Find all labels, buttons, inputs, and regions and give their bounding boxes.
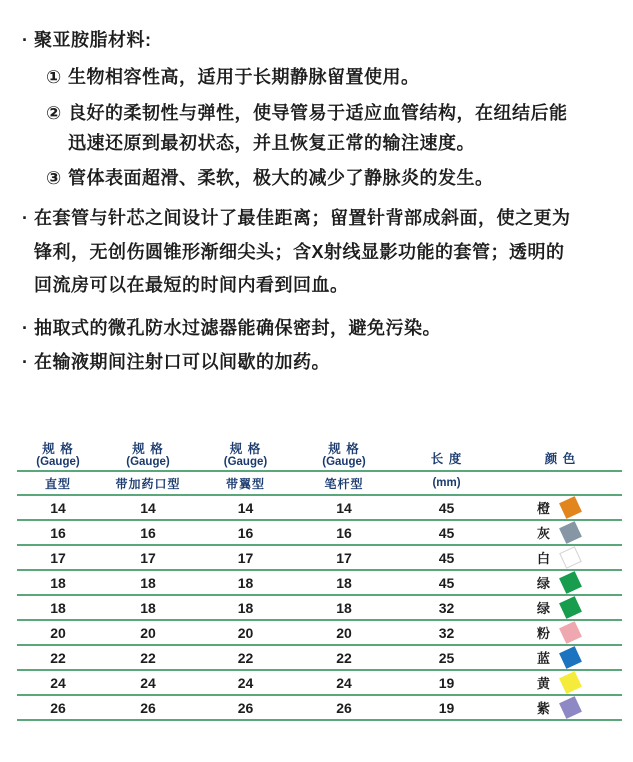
header-gauge-pen	[294, 437, 394, 470]
header-gauge-winged	[197, 437, 294, 470]
intro-line	[22, 29, 152, 51]
gauge-straight-value: 18	[50, 574, 66, 591]
header-title: 规 格	[132, 442, 164, 456]
gauge-pen-value: 18	[336, 599, 352, 616]
gauge-winged-value: 24	[237, 674, 254, 691]
gauge-winged-value: 16	[237, 524, 254, 541]
table-row	[17, 621, 622, 646]
gauge-winged-value: 18	[237, 599, 254, 616]
intro-text: 良好的柔韧性与弹性，使导管易于适应血管结构，在纽结后能	[68, 103, 568, 123]
gauge-pen-value: 24	[336, 674, 352, 691]
length-value: 45	[438, 524, 455, 541]
circled-number-icon: ①	[46, 67, 62, 87]
header-color	[499, 437, 622, 470]
gauge-straight-value: 20	[50, 624, 66, 641]
gauge-pen-value: 22	[336, 649, 352, 666]
table-row	[17, 696, 622, 721]
gauge-pen-value: 26	[336, 699, 352, 716]
subheader-label: 带加药口型	[115, 476, 181, 491]
intro-line	[68, 132, 475, 154]
table-row	[17, 546, 622, 571]
intro-text: 回流房可以在最短的时间内看到回血。	[34, 275, 349, 295]
gauge-pen-value: 18	[336, 574, 352, 591]
intro-line	[22, 351, 330, 373]
header-title: 长 度	[430, 452, 463, 466]
length-value: 45	[438, 499, 455, 516]
header-title: 规 格	[42, 442, 74, 456]
gauge-straight-value: 14	[50, 499, 66, 516]
intro-text: 抽取式的微孔防水过滤器能确保密封，避免污染。	[34, 318, 441, 338]
gauge-winged-value: 26	[237, 699, 254, 716]
table-header-row-2	[17, 472, 622, 496]
bullet-dot: ·	[22, 208, 29, 228]
gauge-pen-value: 16	[336, 524, 352, 541]
gauge-port-value: 17	[140, 549, 156, 566]
intro-line	[46, 66, 420, 88]
color-name: 白	[537, 551, 551, 566]
intro-text: 管体表面超滑、柔软，极大的减少了静脉炎的发生。	[68, 168, 494, 188]
color-name: 紫	[537, 701, 551, 716]
subheader-length-unit	[394, 472, 499, 494]
header-subtitle: (Gauge)	[322, 456, 366, 468]
intro-line	[34, 241, 565, 263]
header-subtitle: (Gauge)	[126, 456, 170, 468]
subheader-winged-type	[197, 472, 294, 494]
header-gauge-port	[99, 437, 197, 470]
color-name: 橙	[537, 501, 551, 516]
color-swatch-diamond-icon	[559, 521, 582, 544]
gauge-port-value: 16	[140, 524, 156, 541]
intro-text: 生物相容性高，适用于长期静脉留置使用。	[68, 67, 420, 87]
color-swatch-diamond-icon	[559, 596, 582, 619]
header-title: 规 格	[229, 442, 262, 456]
subheader-label: (mm)	[432, 476, 461, 489]
intro-text: 在套管与针芯之间设计了最佳距离；留置针背部成斜面，使之更为	[34, 208, 571, 228]
color-cell	[499, 496, 622, 519]
color-name: 黄	[537, 676, 551, 691]
intro-line	[46, 102, 568, 124]
bullet-dot: ·	[22, 352, 29, 372]
subheader-label: 笔杆型	[324, 476, 364, 491]
gauge-pen-value: 17	[336, 549, 352, 566]
color-swatch-diamond-icon	[559, 621, 582, 644]
color-swatch-diamond-icon	[559, 696, 582, 719]
color-cell	[499, 571, 622, 594]
table-row	[17, 571, 622, 596]
subheader-straight-type	[17, 472, 99, 494]
bullet-dot: ·	[22, 30, 29, 50]
intro-line	[22, 207, 571, 229]
header-length	[394, 437, 499, 470]
color-swatch-diamond-icon	[559, 546, 582, 569]
color-cell	[499, 596, 622, 619]
intro-text: 聚亚胺脂材料:	[34, 30, 152, 50]
color-cell	[499, 546, 622, 569]
spec-table	[17, 437, 622, 721]
intro-line	[22, 317, 441, 339]
color-swatch-diamond-icon	[559, 496, 582, 519]
intro-text: 锋利，无创伤圆锥形渐细尖头；含X射线显影功能的套管；透明的	[34, 242, 565, 262]
color-swatch-diamond-icon	[559, 571, 582, 594]
gauge-winged-value: 17	[237, 549, 254, 566]
subheader-label: 带翼型	[225, 476, 265, 491]
gauge-port-value: 18	[140, 599, 156, 616]
header-subtitle: (Gauge)	[36, 456, 80, 468]
length-value: 45	[438, 574, 455, 591]
color-name: 粉	[537, 626, 551, 641]
subheader-port-type	[99, 472, 197, 494]
gauge-straight-value: 22	[50, 649, 66, 666]
length-value: 25	[438, 649, 455, 666]
gauge-straight-value: 17	[50, 549, 66, 566]
table-row	[17, 671, 622, 696]
length-value: 45	[438, 549, 455, 566]
table-row	[17, 521, 622, 546]
gauge-straight-value: 24	[50, 674, 66, 691]
gauge-winged-value: 14	[237, 499, 254, 516]
intro-line	[46, 167, 494, 189]
gauge-port-value: 20	[140, 624, 156, 641]
table-row	[17, 596, 622, 621]
subheader-pen-type	[294, 472, 394, 494]
gauge-port-value: 24	[140, 674, 156, 691]
header-gauge-straight	[17, 437, 99, 470]
circled-number-icon: ②	[46, 103, 62, 123]
gauge-port-value: 22	[140, 649, 156, 666]
table-row	[17, 646, 622, 671]
header-title: 规 格	[328, 442, 360, 456]
length-value: 19	[438, 674, 455, 691]
length-value: 32	[438, 599, 455, 616]
subheader-color-empty	[499, 472, 622, 494]
color-name: 绿	[537, 601, 551, 616]
intro-text: 在输液期间注射口可以间歇的加药。	[34, 352, 330, 372]
gauge-port-value: 14	[140, 499, 156, 516]
gauge-winged-value: 20	[237, 624, 254, 641]
color-cell	[499, 621, 622, 644]
header-title: 颜 色	[544, 452, 577, 466]
color-cell	[499, 671, 622, 694]
gauge-winged-value: 18	[237, 574, 254, 591]
gauge-straight-value: 16	[50, 524, 66, 541]
bullet-dot: ·	[22, 318, 29, 338]
gauge-pen-value: 20	[336, 624, 352, 641]
length-value: 19	[438, 699, 455, 716]
length-value: 32	[438, 624, 455, 641]
gauge-straight-value: 18	[50, 599, 66, 616]
intro-text: 迅速还原到最初状态，并且恢复正常的输注速度。	[68, 133, 475, 153]
color-swatch-diamond-icon	[559, 646, 582, 669]
color-cell	[499, 696, 622, 719]
gauge-port-value: 26	[140, 699, 156, 716]
color-name: 蓝	[537, 651, 551, 666]
gauge-straight-value: 26	[50, 699, 66, 716]
color-name: 绿	[537, 576, 551, 591]
header-subtitle: (Gauge)	[223, 456, 268, 468]
color-name: 灰	[537, 526, 551, 541]
gauge-winged-value: 22	[237, 649, 254, 666]
gauge-pen-value: 14	[336, 499, 352, 516]
color-cell	[499, 646, 622, 669]
color-cell	[499, 521, 622, 544]
subheader-label: 直型	[44, 476, 71, 491]
table-row	[17, 496, 622, 521]
table-header-row-1	[17, 437, 622, 472]
circled-number-icon: ③	[46, 168, 62, 188]
color-swatch-diamond-icon	[559, 671, 582, 694]
intro-line	[34, 274, 349, 296]
gauge-port-value: 18	[140, 574, 156, 591]
